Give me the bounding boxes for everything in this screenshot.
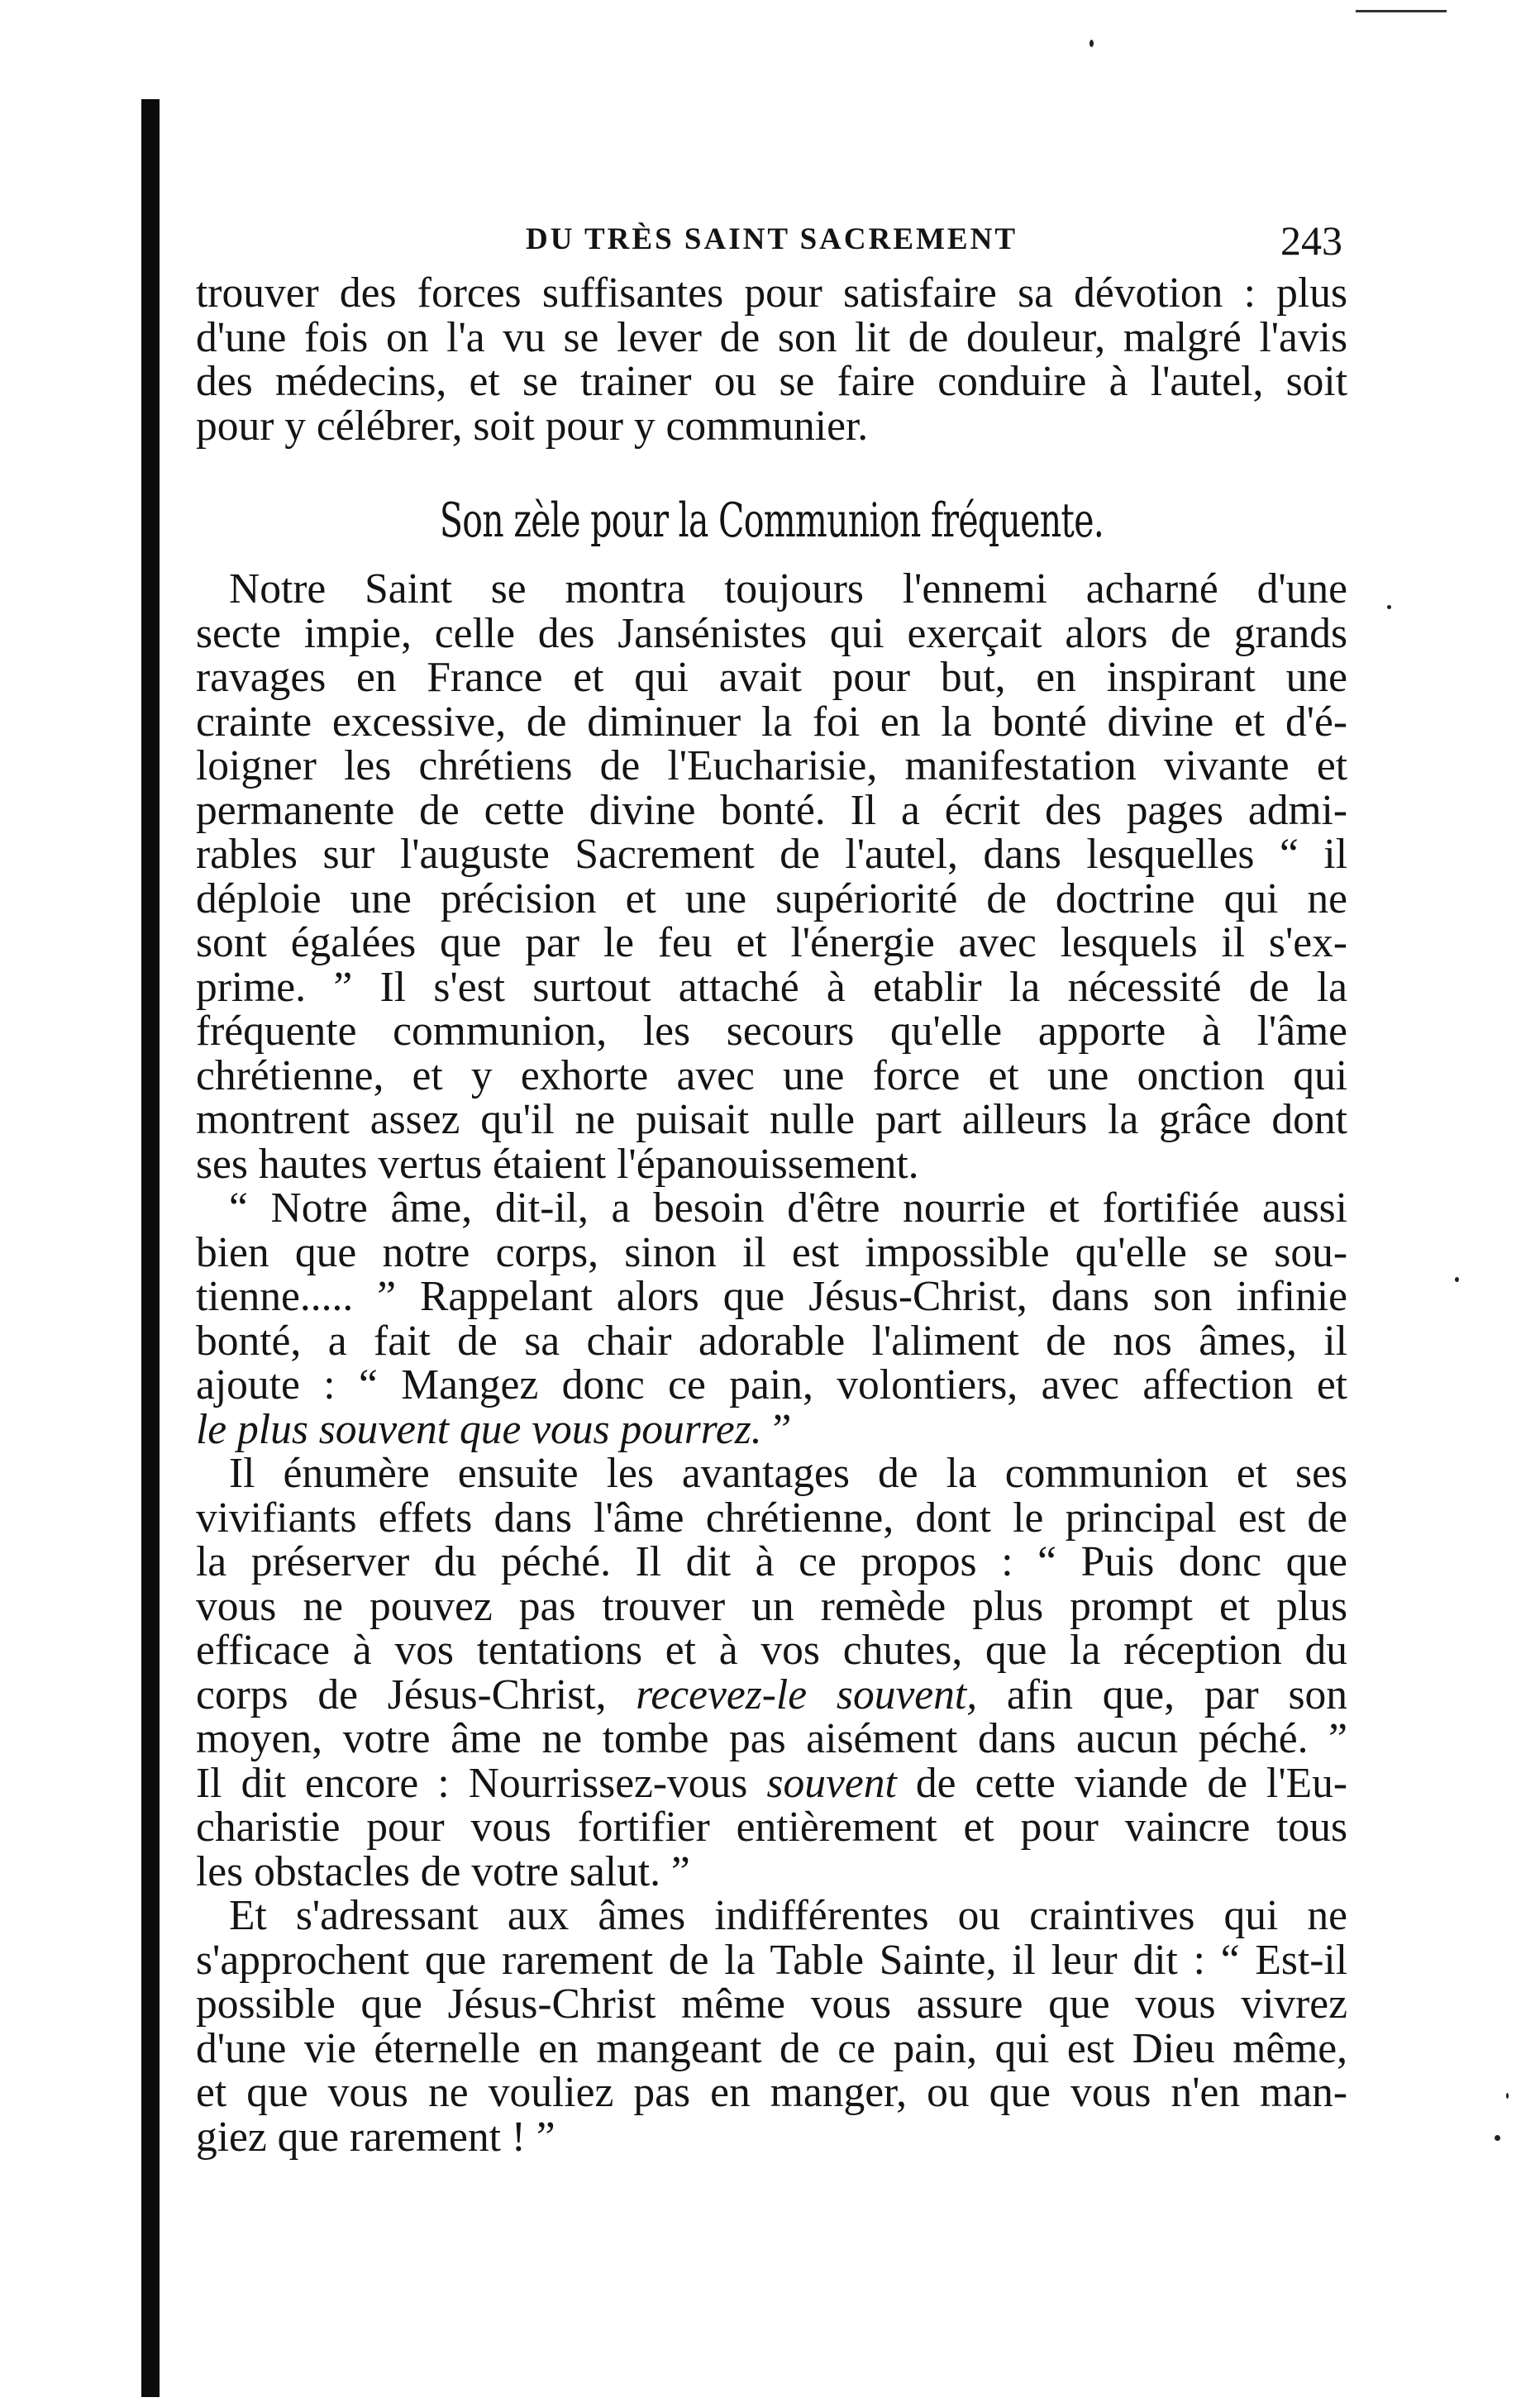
text-line [196, 1761, 1347, 1806]
section-heading: Son zèle pour la Communion fréquente. [439, 493, 1104, 548]
text-line [196, 1405, 1347, 1453]
text-line: et que vous ne vouliez pas en manger, ou que vous n'en man- [196, 2069, 1347, 2116]
running-head [196, 217, 1347, 266]
text-line: sont égalées que par le feu et l'énergie avec lesquels il s'ex- [196, 919, 1347, 966]
text-line: ajoute : “ Mangez donc ce pain, volontiers, avec affection et [196, 1361, 1347, 1408]
text-line: déploie une précision et une supériorité de doctrine qui ne [196, 875, 1347, 922]
ink-speck [1506, 2093, 1509, 2099]
text-line: montrent assez qu'il ne puisait nulle part ailleurs la grâce dont [196, 1096, 1347, 1143]
text-run: corps de Jésus-Christ, [196, 1671, 637, 1718]
text-line: efficace à vos tentations et à vos chutes, que la réception du [196, 1627, 1347, 1674]
text-line: possible que Jésus-Christ même vous assure que vous vivrez [196, 1980, 1347, 2028]
text-run: afin que, par son [977, 1671, 1347, 1718]
ink-speck [1495, 2135, 1500, 2141]
italic-run: le plus souvent que vous pourrez. [196, 1405, 762, 1453]
text-line: fréquente communion, les secours qu'elle apporte à l'âme [196, 1008, 1347, 1055]
page-body [196, 271, 1347, 2159]
ink-speck [1387, 605, 1391, 609]
corner-rule [1356, 10, 1447, 12]
text-line: Il énumère ensuite les avantages de la communion et ses [229, 1450, 1347, 1497]
text-line: loigner les chrétiens de l'Eucharisie, manifestation vivante et [196, 742, 1347, 789]
text-run: Il dit encore : Nourrissez-vous [196, 1759, 767, 1807]
text-line: Et s'adressant aux âmes indifférentes ou craintives qui ne [229, 1892, 1347, 1939]
text-line: Notre Saint se montra toujours l'ennemi acharné d'une [229, 565, 1347, 612]
running-title: DU TRÈS SAINT SACREMENT [525, 222, 1018, 256]
text-line: d'une vie éternelle en mangeant de ce pain, qui est Dieu même, [196, 2024, 1347, 2072]
text-line: charistie pour vous fortifier entièrement et pour vaincre tous [196, 1804, 1347, 1851]
text-line: bien que notre corps, sinon il est impossible qu'elle se sou- [196, 1228, 1347, 1276]
ink-speck [1089, 40, 1094, 47]
text-line: les obstacles de votre salut. ” [196, 1847, 690, 1895]
text-run: ” [761, 1405, 792, 1453]
text-line: ravages en France et qui avait pour but, en inspirant une [196, 654, 1347, 701]
binding-edge-shadow [141, 99, 160, 2397]
text-line: secte impie, celle des Jansénistes qui exerçait alors de grands [196, 609, 1347, 657]
text-line: ses hautes vertus étaient l'épanouissement. [196, 1140, 919, 1188]
text-line: giez que rarement ! ” [196, 2113, 555, 2161]
text-line: “ Notre âme, dit-il, a besoin d'être nourrie et fortifiée aussi [229, 1184, 1347, 1232]
text-line: chrétienne, et y exhorte avec une force et une onction qui [196, 1051, 1347, 1099]
text-line [196, 1673, 1347, 1718]
ink-speck [1455, 1277, 1459, 1282]
page-number: 243 [1280, 217, 1342, 264]
text-run: de cette viande de l'Eu- [896, 1759, 1347, 1807]
text-line: crainte excessive, de diminuer la foi en la bonté divine et d'é- [196, 698, 1347, 746]
italic-run: recevez-le souvent, [636, 1671, 978, 1718]
text-line: vous ne pouvez pas trouver un remède plus prompt et plus [196, 1582, 1347, 1630]
text-line: la préserver du péché. Il dit à ce propos : “ Puis donc que [196, 1538, 1347, 1585]
italic-run: souvent [766, 1759, 897, 1807]
text-line: des médecins, et se trainer ou se faire conduire à l'autel, soit [196, 358, 1347, 405]
text-line: trouver des forces suffisantes pour satisfaire sa dévotion : plus [196, 269, 1347, 317]
text-line: s'approchent que rarement de la Table Sainte, il leur dit : “ Est-il [196, 1936, 1347, 1984]
text-line: vivifiants effets dans l'âme chrétienne, dont le principal est de [196, 1494, 1347, 1542]
text-line: permanente de cette divine bonté. Il a écrit des pages admi- [196, 786, 1347, 834]
text-line: bonté, a fait de sa chair adorable l'aliment de nos âmes, il [196, 1317, 1347, 1365]
text-line: rables sur l'auguste Sacrement de l'autel, dans lesquelles “ il [196, 831, 1347, 878]
text-line: pour y célébrer, soit pour y communier. [196, 402, 869, 450]
text-line: prime. ” Il s'est surtout attaché à etablir la nécessité de la [196, 963, 1347, 1011]
text-line: d'une fois on l'a vu se lever de son lit de douleur, malgré l'avis [196, 313, 1347, 361]
text-line: moyen, votre âme ne tombe pas aisément dans aucun péché. ” [196, 1715, 1347, 1762]
text-line: tienne..... ” Rappelant alors que Jésus-Christ, dans son infinie [196, 1273, 1347, 1320]
